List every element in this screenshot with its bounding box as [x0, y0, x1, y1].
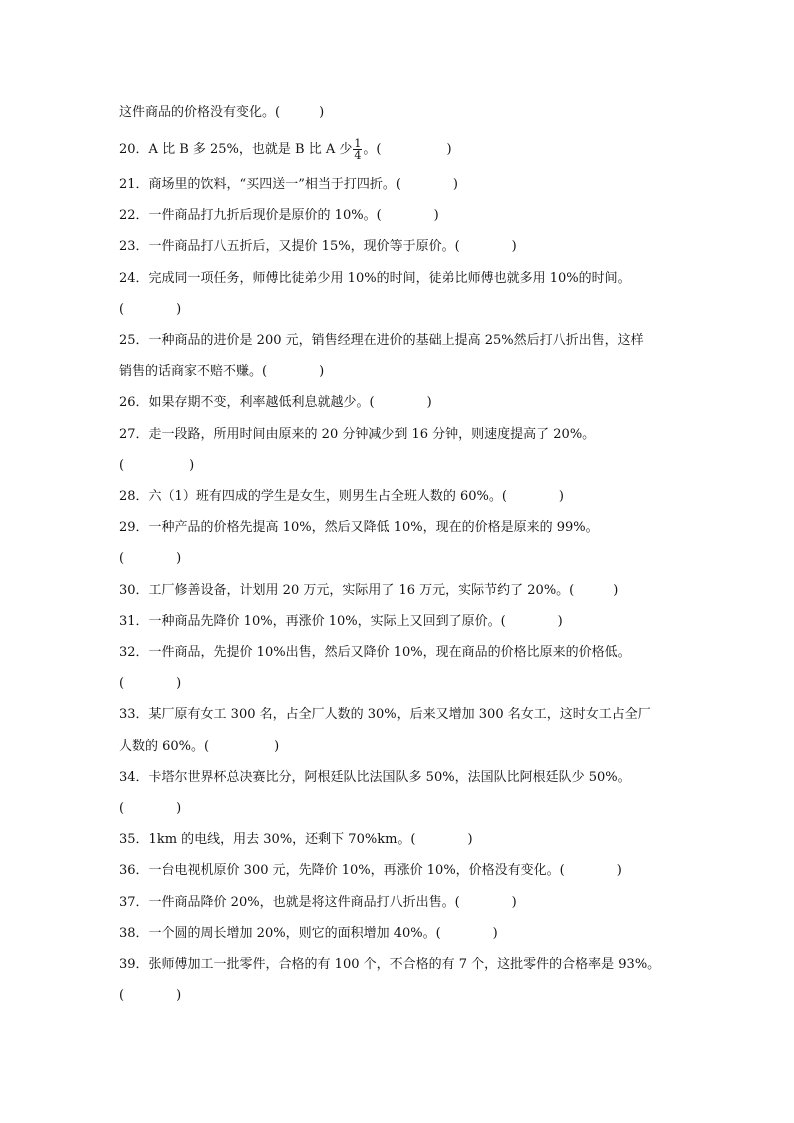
question-24: 24．完成同一项任务，师傅比徒弟少用 10%的时间，徒弟比师傅也就多用 10%的时间。: [119, 271, 631, 286]
question-33: 33．某厂原有女工 300 名，占全厂人数的 30%，后来又增加 300 名女工，这时女工占全厂: [119, 707, 651, 722]
question-27: 27．走一段路，所用时间由原来的 20 分钟减少到 16 分钟，则速度提高了 20%。: [119, 427, 596, 442]
question-22: 22．一件商品打九折后现价是原价的 10%。( ): [119, 208, 439, 223]
question-33-cont: 人数的 60%。( ): [119, 739, 280, 754]
question-39: 39．张师傅加工一批零件，合格的有 100 个，不合格的有 7 个，这批零件的合格率是 93%。: [119, 957, 661, 972]
answer-blank: ( ): [119, 302, 182, 317]
question-36: 36．一台电视机原价 300 元，先降价 10%，再涨价 10%，价格没有变化。( ): [119, 863, 622, 878]
question-20-suffix: 。( ): [363, 142, 452, 157]
question-30: 30．工厂修善设备，计划用 20 万元，实际用了 16 万元，实际节约了 20%。( ): [119, 583, 619, 598]
question-26: 26．如果存期不变，利率越低利息就越少。( ): [119, 395, 432, 410]
question-35: 35．1km 的电线，用去 30%，还剩下 70%km。( ): [119, 832, 473, 847]
question-31: 31．一种商品先降价 10%，再涨价 10%，实际上又回到了原价。( ): [119, 614, 563, 629]
answer-blank: ( ): [119, 801, 182, 816]
question-23: 23．一件商品打八五折后，又提价 15%，现价等于原价。( ): [119, 239, 517, 254]
fraction-denominator: 4: [354, 149, 362, 162]
fraction: [353, 138, 362, 161]
question-37: 37．一件商品降价 20%，也就是将这件商品打八折出售。( ): [119, 895, 517, 910]
question-21: 21．商场里的饮料，“买四送一”相当于打四折。( ): [119, 177, 458, 192]
question-29: 29．一种产品的价格先提高 10%，然后又降低 10%，现在的价格是原来的 99%。: [119, 520, 599, 535]
text-line: 这件商品的价格没有变化。( ): [119, 105, 325, 120]
answer-blank: ( ): [119, 458, 195, 473]
answer-blank: ( ): [119, 988, 182, 1003]
question-28: 28．六（1）班有四成的学生是女生，则男生占全班人数的 60%。( ): [119, 489, 564, 504]
answer-blank: ( ): [119, 676, 182, 691]
fraction-numerator: 1: [354, 137, 362, 150]
question-20: [119, 138, 452, 161]
question-20-prefix: 20．A 比 B 多 25%，也就是 B 比 A 少: [119, 142, 353, 157]
question-34: 34．卡塔尔世界杯总决赛比分，阿根廷队比法国队多 50%，法国队比阿根廷队少 50%。: [119, 770, 631, 785]
answer-blank: ( ): [119, 551, 182, 566]
question-25-cont: 销售的话商家不赔不赚。( ): [119, 364, 325, 379]
question-38: 38．一个圆的周长增加 20%，则它的面积增加 40%。( ): [119, 926, 498, 941]
question-32: 32．一件商品，先提价 10%出售，然后又降价 10%，现在商品的价格比原来的价格低。: [119, 645, 631, 660]
question-25: 25．一种商品的进价是 200 元，销售经理在进价的基础上提高 25%然后打八折出售，这样: [119, 333, 644, 348]
